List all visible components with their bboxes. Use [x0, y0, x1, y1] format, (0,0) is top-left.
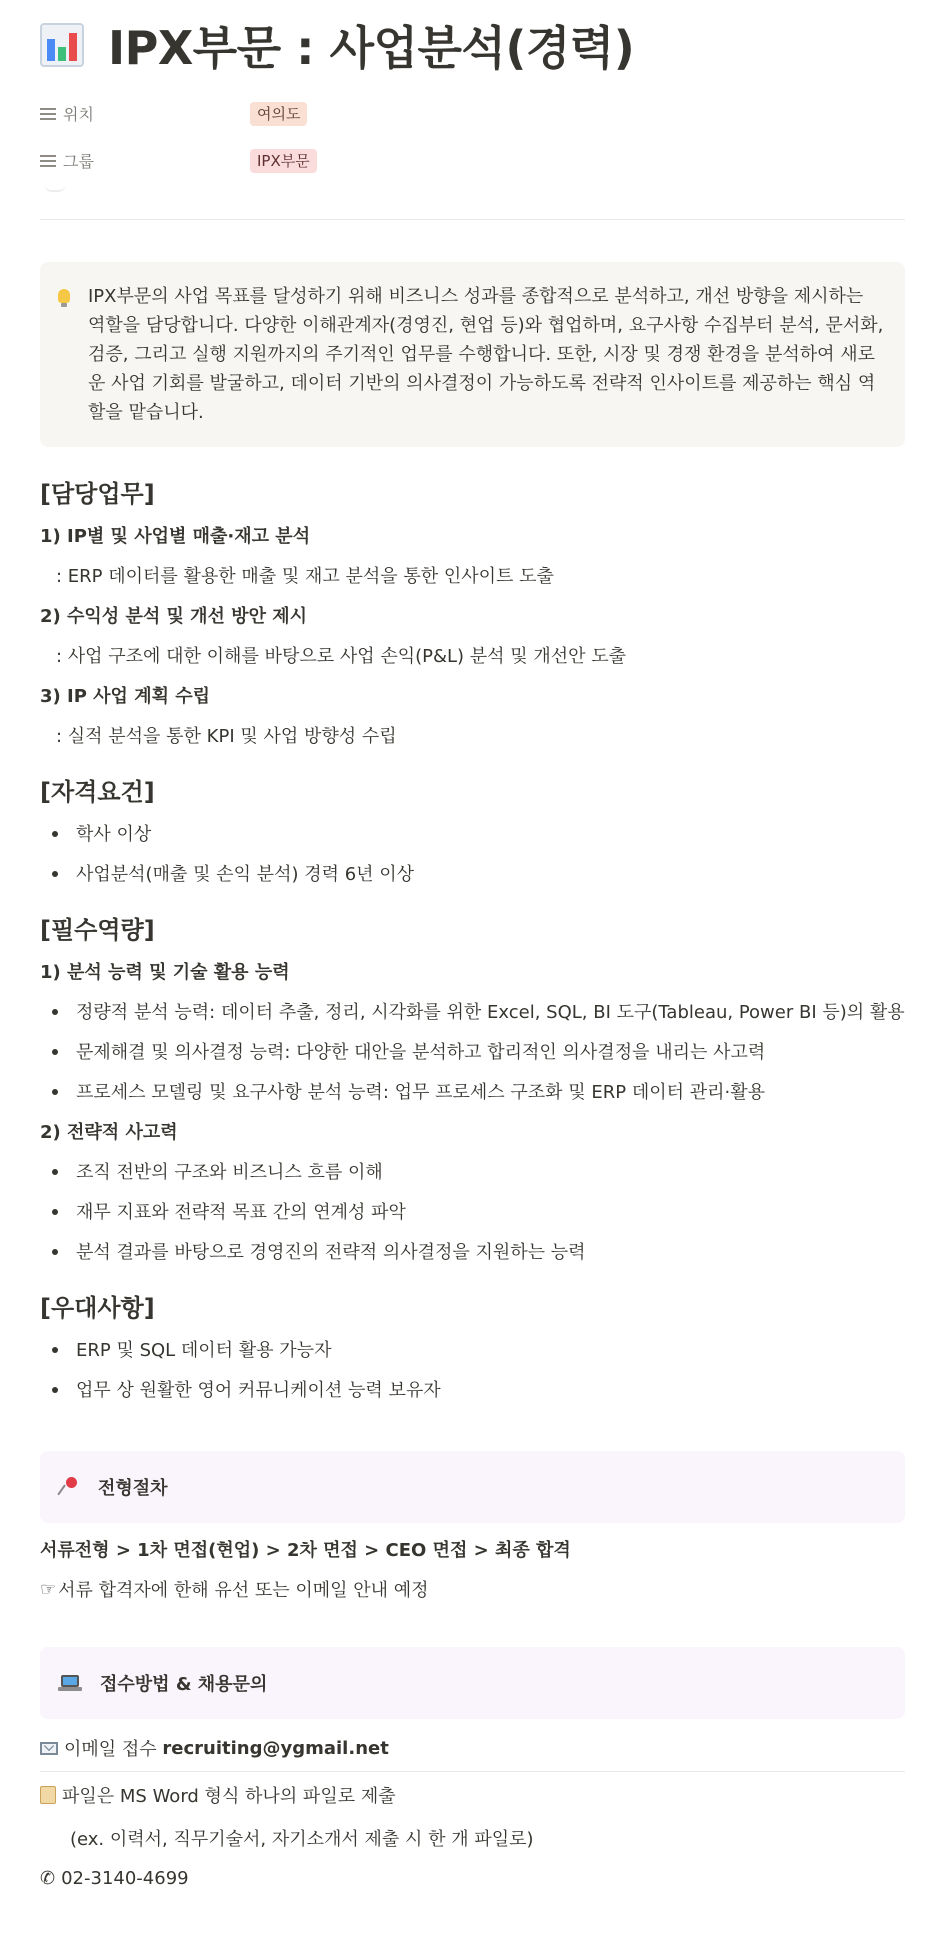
- process-callout: [40, 1451, 905, 1523]
- process-note-row: [40, 1569, 905, 1609]
- competency-group-title: 1) 분석 능력 및 기술 활용 능력: [40, 962, 290, 983]
- competencies-heading: [필수역량]: [40, 916, 155, 944]
- phone-row: [40, 1858, 905, 1898]
- property-location[interactable]: [40, 90, 905, 137]
- duty-detail: : 사업 구조에 대한 이해를 바탕으로 사업 손익(P&L) 분석 및 개선안 도출: [56, 646, 627, 667]
- scroll-icon: [40, 1786, 56, 1804]
- group-tag[interactable]: IPX부문: [250, 149, 317, 173]
- location-tag[interactable]: 여의도: [250, 102, 307, 126]
- intro-callout: [40, 262, 905, 447]
- intro-text: IPX부문의 사업 목표를 달성하기 위해 비즈니스 성과를 종합적으로 분석하고, 개선 방향을 제시하는 역할을 담당합니다. 다양한 이해관계자(경영진, 현업 등)와 협업하며, 요구사항 수집부터 분석, 문서화, 검증, 그리고 실행 지원까지의 주기적인 업무를 수행합니다. 또한, 시장 및 경쟁 환경을 분석하여 새로운 사업 기회를 발굴하고, 데이터 기반의 의사결정이 가능하도록 전략적 인사이트를 제공하는 핵심 역할을 맡습니다.: [88, 286, 884, 423]
- list-icon: [40, 108, 56, 120]
- list-item: 학사 이상: [40, 813, 905, 853]
- bar-chart-icon: [40, 23, 84, 67]
- process-heading: 전형절차: [98, 1478, 168, 1499]
- list-item: 정량적 분석 능력: 데이터 추출, 정리, 시각화를 위한 Excel, SQL, BI 도구(Tableau, Power BI 등)의 활용: [40, 991, 905, 1031]
- duty-title: 3) IP 사업 계획 수립: [40, 686, 211, 707]
- process-steps: 서류전형 > 1차 면접(현업) > 2차 면접 > CEO 면접 > 최종 합격: [40, 1540, 571, 1561]
- duty-detail: : 실적 분석을 통한 KPI 및 사업 방향성 수립: [56, 726, 397, 747]
- pointing-hand-icon: ☞: [40, 1578, 57, 1600]
- page-title: IPX부문 : 사업분석(경력): [108, 21, 635, 75]
- list-item: 문제해결 및 의사결정 능력: 다양한 대안을 분석하고 합리적인 의사결정을 내리는 사고력: [40, 1031, 905, 1071]
- file-example: (ex. 이력서, 직무기술서, 자기소개서 제출 시 한 개 파일로): [70, 1829, 534, 1850]
- envelope-icon: [40, 1742, 58, 1755]
- preferred-heading: [우대사항]: [40, 1294, 155, 1322]
- requirements-list: [40, 813, 905, 893]
- telephone-icon: ✆: [40, 1867, 56, 1889]
- list-item: 사업분석(매출 및 손익 분석) 경력 6년 이상: [40, 853, 905, 893]
- preferred-list: [40, 1329, 905, 1409]
- email-label: 이메일 접수: [64, 1739, 157, 1760]
- file-note-row: [40, 1772, 905, 1818]
- list-item: 프로세스 모델링 및 요구사항 분석 능력: 업무 프로세스 구조화 및 ERP 데이터 관리·활용: [40, 1071, 905, 1111]
- pushpin-icon: [58, 1476, 80, 1498]
- duty-title: 1) IP별 및 사업별 매출·재고 분석: [40, 526, 311, 547]
- competency-list: [40, 1151, 905, 1271]
- phone-number[interactable]: 02-3140-4699: [61, 1867, 189, 1889]
- lightbulb-icon: [58, 282, 88, 427]
- list-item: 업무 상 원활한 영어 커뮤니케이션 능력 보유자: [40, 1369, 905, 1409]
- properties: [40, 90, 905, 184]
- laptop-icon: [58, 1673, 82, 1693]
- property-footer: [40, 184, 905, 219]
- duties-heading: [담당업무]: [40, 480, 155, 508]
- competency-list: [40, 991, 905, 1111]
- list-item: 분석 결과를 바탕으로 경영진의 전략적 의사결정을 지원하는 능력: [40, 1231, 905, 1271]
- file-note: 파일은 MS Word 형식 하나의 파일로 제출: [62, 1786, 396, 1807]
- email-row: [40, 1725, 905, 1771]
- property-key: 위치: [40, 102, 250, 125]
- property-group[interactable]: [40, 137, 905, 184]
- list-icon: [40, 155, 56, 167]
- requirements-heading: [자격요건]: [40, 778, 155, 806]
- list-item: 재무 지표와 전략적 목표 간의 연계성 파악: [40, 1191, 905, 1231]
- property-key: 그룹: [40, 149, 250, 172]
- duty-detail: : ERP 데이터를 활용한 매출 및 재고 분석을 통한 인사이트 도출: [56, 566, 554, 587]
- list-item: ERP 및 SQL 데이터 활용 가능자: [40, 1329, 905, 1369]
- competency-group-title: 2) 전략적 사고력: [40, 1122, 178, 1143]
- list-item: 조직 전반의 구조와 비즈니스 흐름 이해: [40, 1151, 905, 1191]
- contact-heading: 접수방법 & 채용문의: [100, 1674, 268, 1695]
- title-row: [40, 0, 905, 90]
- email-address[interactable]: recruiting@ygmail.net: [162, 1737, 389, 1759]
- process-note: 서류 합격자에 한해 유선 또는 이메일 안내 예정: [58, 1580, 429, 1601]
- duty-title: 2) 수익성 분석 및 개선 방안 제시: [40, 606, 308, 627]
- contact-callout: [40, 1647, 905, 1719]
